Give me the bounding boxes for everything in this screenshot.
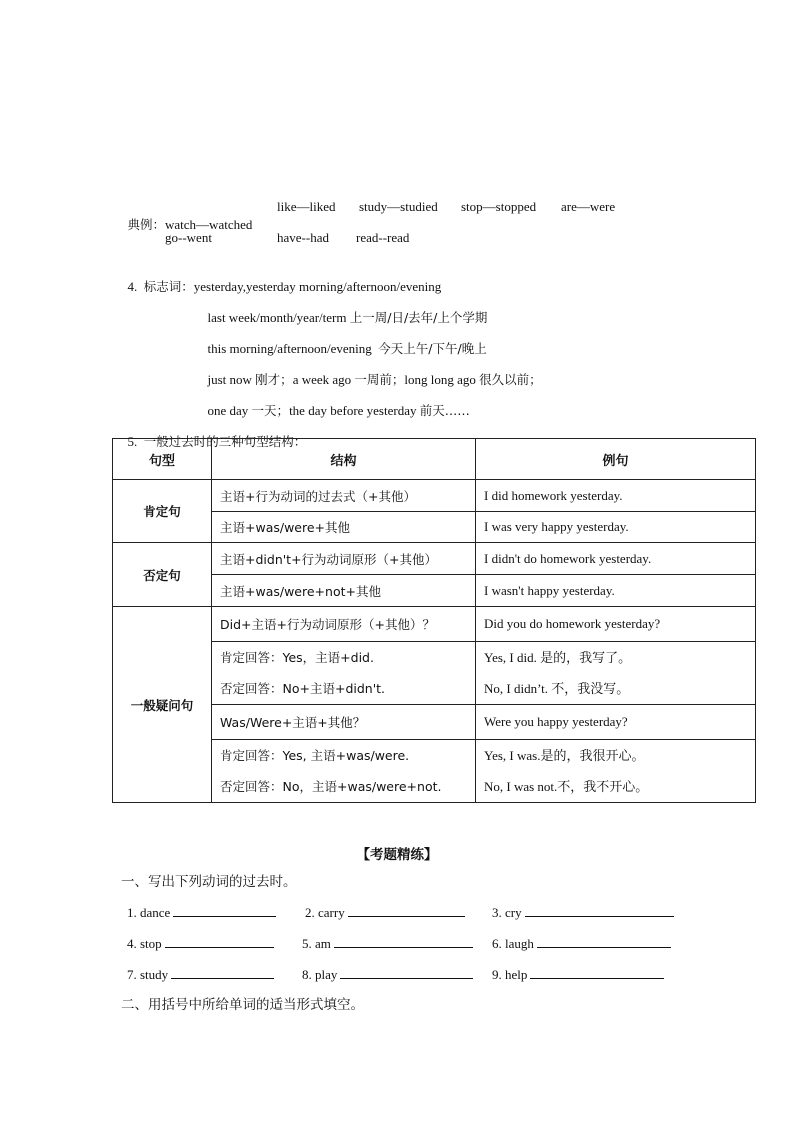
header-example: 例句: [476, 439, 756, 480]
exercise-label: 4. stop: [127, 936, 162, 951]
exercise-label: 5. am: [302, 936, 331, 951]
signal-line-1-text: yesterday,yesterday morning/afternoon/evening: [193, 279, 442, 294]
example-no-answer: No, I was not.不，我不开心。: [484, 779, 649, 794]
header-type: 句型: [113, 439, 212, 480]
example-pair: go--went: [165, 230, 212, 245]
exercise-label: 1. dance: [127, 905, 171, 920]
example-cell: I did homework yesterday.: [476, 480, 756, 512]
answer-blank[interactable]: [334, 935, 473, 948]
exercise-label: 9. help: [492, 967, 528, 982]
signal-line-5a-cn: 一天；: [251, 403, 290, 418]
answer-blank[interactable]: [173, 904, 276, 917]
structure-no-answer: 否定回答：No+主语+didn't.: [220, 681, 386, 696]
exercise-item: [305, 904, 465, 921]
example-cell: I was very happy yesterday.: [476, 512, 756, 543]
type-affirmative: 肯定句: [113, 480, 212, 543]
signal-line-4b-en: a week ago: [292, 372, 355, 387]
structure-yes-answer: 肯定回答：Yes，主语+did.: [220, 650, 374, 665]
answer-blank[interactable]: [165, 935, 274, 948]
structure-cell: [212, 740, 476, 803]
exercise-label: 6. laugh: [492, 936, 534, 951]
header-structure: 结构: [212, 439, 476, 480]
signal-line-3-cn: 今天上午/下午/晚上: [378, 341, 487, 356]
sentence-structure-table: [112, 438, 756, 803]
signal-line-5b-cn: 前天……: [419, 403, 470, 418]
signal-line-4c-cn: 很久以前；: [479, 372, 542, 387]
exercise-label: 2. carry: [305, 905, 345, 920]
example-cell: Did you do homework yesterday?: [476, 607, 756, 642]
signal-line-4c-en: long long ago: [404, 372, 480, 387]
structure-cell: [212, 642, 476, 705]
example-pair: stop—stopped: [461, 199, 537, 214]
example-no-answer: No, I didn’t. 不，我没写。: [484, 681, 630, 696]
example-yes-answer: Yes, I did. 是的，我写了。: [484, 650, 632, 665]
example-cell: I wasn't happy yesterday.: [476, 575, 756, 607]
table-row: [113, 480, 756, 512]
examples-label: 典例：: [127, 217, 166, 232]
signal-line-4a-en: just now: [207, 372, 256, 387]
answer-blank[interactable]: [530, 966, 664, 979]
exercise-item: [127, 904, 276, 921]
example-pair: read--read: [356, 230, 410, 245]
structure-cell: 主语+was/were+其他: [212, 512, 476, 543]
structures-number: 5.: [127, 434, 138, 449]
practice-part-2-heading: 二、用括号中所给单词的适当形式填空。: [121, 997, 364, 1013]
example-cell: I didn't do homework yesterday.: [476, 543, 756, 575]
structure-cell: Was/Were+主语+其他？: [212, 705, 476, 740]
answer-blank[interactable]: [340, 966, 473, 979]
table-row: [113, 543, 756, 575]
example-cell: [476, 740, 756, 803]
signal-number: 4.: [127, 279, 138, 294]
structures-title: 一般过去时的三种句型结构：: [143, 434, 307, 449]
exercise-item: [127, 935, 274, 952]
answer-blank[interactable]: [348, 904, 465, 917]
signal-line-2-en: last week/month/year/term: [207, 310, 350, 325]
structure-cell: Did+主语+行为动词原形（+其他）？: [212, 607, 476, 642]
example-pair: like—liked: [277, 199, 336, 214]
exercise-item: [492, 966, 664, 983]
table-header-row: [113, 439, 756, 480]
signal-label: 标志词：: [143, 279, 194, 294]
exercise-item: [492, 904, 674, 921]
signal-line-5b-en: the day before yesterday: [289, 403, 420, 418]
example-yes-answer: Yes, I was.是的，我很开心。: [484, 748, 645, 763]
exercise-item: [492, 935, 671, 952]
practice-title: 【考题精练】: [356, 847, 438, 863]
structure-no-answer: 否定回答：No，主语+was/were+not.: [220, 779, 442, 794]
example-cell: Were you happy yesterday?: [476, 705, 756, 740]
answer-blank[interactable]: [537, 935, 671, 948]
example-pair: watch—watched: [165, 217, 253, 232]
example-pair: are—were: [561, 199, 616, 214]
signal-line-2-cn: 上一周/日/去年/上个学期: [349, 310, 488, 325]
exercise-label: 8. play: [302, 967, 338, 982]
signal-line-5a-en: one day: [207, 403, 252, 418]
answer-blank[interactable]: [171, 966, 274, 979]
practice-part-1-heading: 一、写出下列动词的过去时。: [121, 874, 297, 890]
exercise-item: [127, 966, 274, 983]
exercise-label: 3. cry: [492, 905, 522, 920]
exercise-item: [302, 935, 473, 952]
exercise-label: 7. study: [127, 967, 169, 982]
signal-line-4b-cn: 一周前；: [354, 372, 405, 387]
type-question: 一般疑问句: [113, 607, 212, 803]
answer-blank[interactable]: [525, 904, 674, 917]
structure-cell: 主语+行为动词的过去式（+其他）: [212, 480, 476, 512]
signal-line-3-en: this morning/afternoon/evening: [207, 341, 376, 356]
type-negative: 否定句: [113, 543, 212, 607]
structure-cell: 主语+was/were+not+其他: [212, 575, 476, 607]
structure-cell: 主语+didn't+行为动词原形（+其他）: [212, 543, 476, 575]
signal-line-4a-cn: 刚才；: [255, 372, 293, 387]
structure-yes-answer: 肯定回答：Yes, 主语+was/were.: [220, 748, 410, 763]
example-cell: [476, 642, 756, 705]
table-row: [113, 607, 756, 642]
exercise-item: [302, 966, 473, 983]
example-pair: have--had: [277, 230, 329, 245]
example-pair: study—studied: [359, 199, 438, 214]
